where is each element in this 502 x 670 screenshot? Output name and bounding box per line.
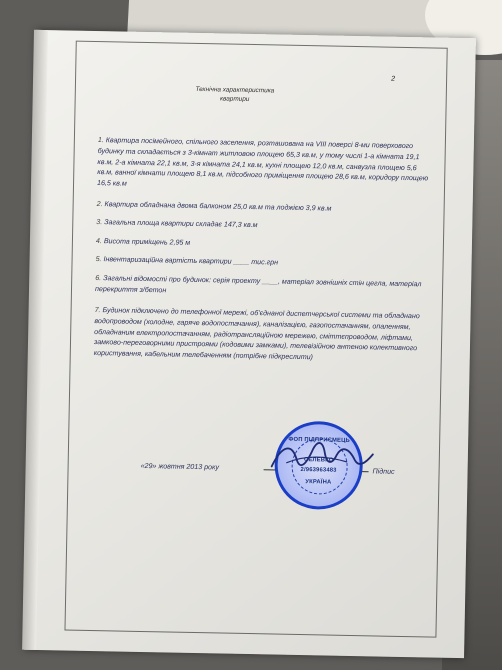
page-number: 2: [391, 75, 396, 83]
item-3-text: Загальна площа квартири складає 147,3 кв.м: [104, 218, 258, 230]
item-2-text: Квартира обладнана двома балконом 25,0 кв.м та лоджією 3,9 кв.м: [104, 200, 332, 213]
item-1-number: 1.: [97, 136, 104, 145]
item-7-text: Будинок підключено до телефонної мережі, об'єднаної диспетчерської системи та обладнано водопроводом (холодне, гаряче водопостачання), каналізацією, газопостачанням, опаленням, обладнаним електропостачанням, радіотрансляційною мережею, сміттєпроводом, ліфтами, замково-переговорними пристроями (кодовими замками), телевізійною антеною колективного користування, кабельним телебаченням (потрібне підкреслити): [93, 306, 420, 362]
item-6-text: Загальні відомості про будинок: серія проекту ____, матеріал зовнішніх стін цегла, матеріал перекриття з/бетон: [94, 274, 422, 295]
page-spine: [22, 30, 48, 650]
item-1: [97, 135, 430, 195]
item-6-number: 6.: [95, 274, 102, 283]
item-7: [94, 305, 427, 365]
document-page: [24, 30, 476, 658]
stamp-country-text: УКРАЇНА: [305, 479, 332, 486]
item-5-number: 5.: [95, 255, 102, 264]
document-title: [165, 84, 305, 105]
item-1-text: Квартира посімейного, спільного заселення, розташована на VIII поверсі 8-ми поверхового будинку та складається з 3-кімнат житловою площею 65,3 кв.м, у тому числі 1-а кімната 19,1 кв.м, 2-а кімната 22,1 кв.м, 3-я кімната 24,1 кв.м, кухні площею 12,0 кв.м, санвузла площею 5,6 кв.м, ванної кімнати площею 8,1 кв.м, підсобного приміщення площею 28,6 кв.м, коридору площею 16,5 кв.м: [96, 136, 429, 188]
signature-caption: Підпис: [372, 467, 395, 476]
stamp-top-text: ФОП ПІДПРИЄМЕЦЬ: [288, 436, 350, 444]
item-4-text: Висота приміщень 2,95 м: [103, 237, 191, 247]
item-3-number: 3.: [96, 218, 103, 227]
item-5-text: Інвентаризаційна вартість квартири ____ тис.грн: [103, 255, 279, 267]
document-title-line2: квартири: [219, 95, 250, 103]
document-date: «29» жовтня 2013 року: [140, 461, 220, 472]
handwritten-signature: [266, 434, 377, 481]
item-4-number: 4.: [95, 237, 102, 246]
document-title-line1: Технічна характеристика: [195, 85, 275, 95]
item-2-number: 2.: [96, 200, 103, 209]
stamp-middle-text: СЕЛЕВКО: [303, 457, 334, 464]
item-7-number: 7.: [94, 306, 101, 315]
stamp-id-text: 2/963963483: [300, 466, 337, 474]
